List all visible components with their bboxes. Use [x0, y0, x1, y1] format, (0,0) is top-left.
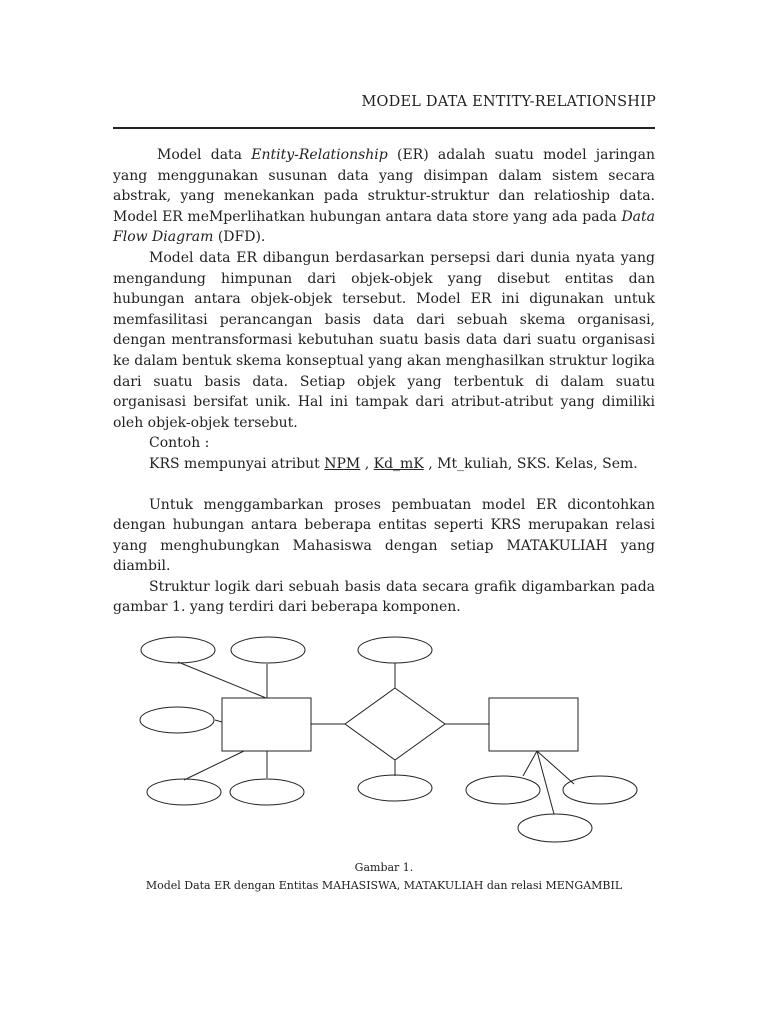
attribute-ellipse	[147, 779, 221, 805]
attribute-ellipse	[358, 775, 432, 801]
figure-caption-number: Gambar 1.	[354, 861, 414, 874]
example-label: Contoh :	[149, 435, 210, 452]
example-key-npm: NPM	[324, 455, 361, 472]
paragraph-structure: Struktur logik dari sebuah basis data secara grafik digambarkan pada gambar 1. yang terdiri dari beberapa komponen.	[113, 578, 655, 616]
entity-mahasiswa-box	[222, 698, 311, 751]
paragraph-er-basis: Model data ER dibangun berdasarkan persepsi dari dunia nyata yang mengandung himpunan dari objek-objek yang disebut entitas dan hubungan antara objek-objek tersebut. Model ER ini digunakan untuk memfasilitasi perancangan basis data dari sebuah skema organisasi, dengan mentransformasi kebutuhan suatu basis data dari suatu organisasi ke dalam bentuk skema konseptual yang akan menghasilkan struktur logika dari suatu basis data. Setiap objek yang terbentuk di dalam suatu organisasi bersifat unik. Hal ini tampak dari atribut-atribut yang dimiliki oleh objek-objek tersebut.	[113, 249, 655, 431]
para1-text-a: Model data	[157, 147, 252, 163]
attribute-ellipse	[466, 776, 540, 804]
connector-line	[184, 751, 244, 780]
attribute-ellipse	[141, 637, 215, 663]
attribute-ellipse	[518, 814, 592, 842]
para1-text-b: (ER) adalah suatu model jaringan yang menggunakan susunan data yang disimpan dalam sistem secara abstrak, yang menekankan pada struktur-struktur dan relatioship data. Model ER meMperlihatkan hubungan antara data store yang ada pada	[113, 147, 656, 225]
connector-line	[537, 751, 574, 784]
example-separator: ,	[360, 455, 374, 472]
relationship-mengambil-diamond	[345, 688, 445, 760]
attribute-ellipse	[230, 779, 304, 805]
paragraph-example-er: Untuk menggambarkan proses pembuatan model ER dicontohkan dengan hubungan antara beberapa entitas seperti KRS merupakan relasi yang menghubungkan Mahasiswa dengan setiap MATAKULIAH yang diambil.	[113, 496, 655, 575]
connector-line	[537, 751, 554, 814]
diagram-connectors	[178, 662, 574, 814]
para1-text-c: (DFD).	[213, 229, 266, 246]
attribute-ellipse	[231, 637, 305, 663]
example-prefix: KRS mempunyai atribut	[149, 455, 325, 472]
page-title: MODEL DATA ENTITY-RELATIONSHIP	[361, 94, 656, 110]
example-rest: , Mt_kuliah, SKS. Kelas, Sem.	[423, 455, 638, 472]
para1-italic-dfd: Data Flow Diagram	[113, 208, 655, 246]
attribute-ellipse	[563, 776, 637, 804]
para1-italic-er: Entity-Relationship	[251, 147, 388, 163]
connector-line	[523, 751, 537, 776]
attribute-ellipse	[358, 637, 432, 663]
figure-caption-text: Model Data ER dengan Entitas MAHASISWA, MATAKULIAH dan relasi MENGAMBIL	[145, 879, 623, 892]
connector-line	[178, 662, 266, 698]
example-key-kdmk: Kd_mK	[373, 455, 424, 472]
entity-matakuliah-box	[489, 698, 578, 751]
connector-line	[215, 720, 222, 722]
attribute-ellipse	[140, 707, 214, 733]
